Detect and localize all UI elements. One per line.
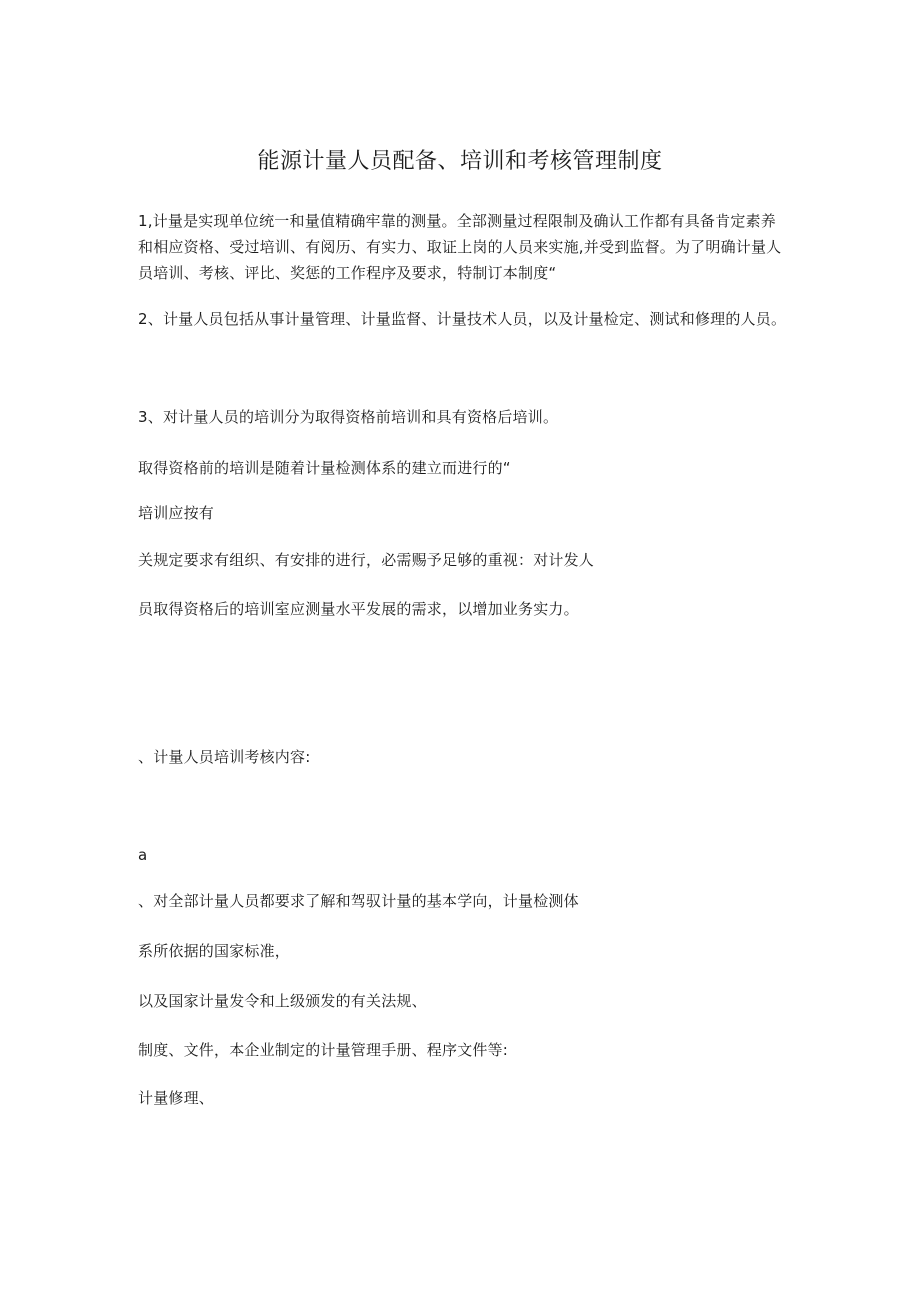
section-heading-training-content: 、计量人员培训考核内容: [138, 748, 311, 766]
paragraph-personnel-scope: 2、计量人员包括从事计量管理、计量监督、计量技术人员，以及计量检定、测试和修理的人员。 [138, 310, 787, 328]
paragraph-national-standards: 系所依据的国家标准， [138, 942, 291, 960]
paragraph-requirements: 关规定要求有组织、有安排的进行，必需赐予足够的重视：对计发人 [138, 551, 595, 569]
paragraph-training-fragment: 培训应按有 [138, 504, 215, 522]
paragraph-basic-knowledge: 、对全部计量人员都要求了解和驾驭计量的基本学向，计量检测体 [138, 892, 579, 910]
list-marker-a: a [138, 846, 148, 864]
paragraph-repair: 计量修理、 [138, 1089, 215, 1107]
paragraph-internal-documents: 制度、文件，本企业制定的计量管理手册、程序文件等: [138, 1041, 509, 1059]
paragraph-regulations: 以及国家计量发令和上级颁发的有关法规、 [138, 992, 427, 1010]
paragraph-training-types: 3、对计量人员的培训分为取得资格前培训和具有资格后培训。 [138, 408, 559, 426]
paragraph-post-qualification: 员取得资格后的培训室应测量水平发展的需求，以增加业务实力。 [138, 600, 579, 618]
document-title: 能源计量人员配备、培训和考核管理制度 [257, 149, 663, 174]
paragraph-purpose: 1,计量是实现单位统一和量值精确牢靠的测量。全部测量过程限制及确认工作都有具备肯定素养和相应资格、受过培训、有阅历、有实力、取证上岗的人员来实施,并受到监督。为了明确计量人员培训、考核、评比、奖惩的工作程序及要求，特制订本制度“ [138, 212, 782, 282]
paragraph-pre-qualification: 取得资格前的培训是随着计量检测体系的建立而进行的“ [138, 459, 511, 477]
